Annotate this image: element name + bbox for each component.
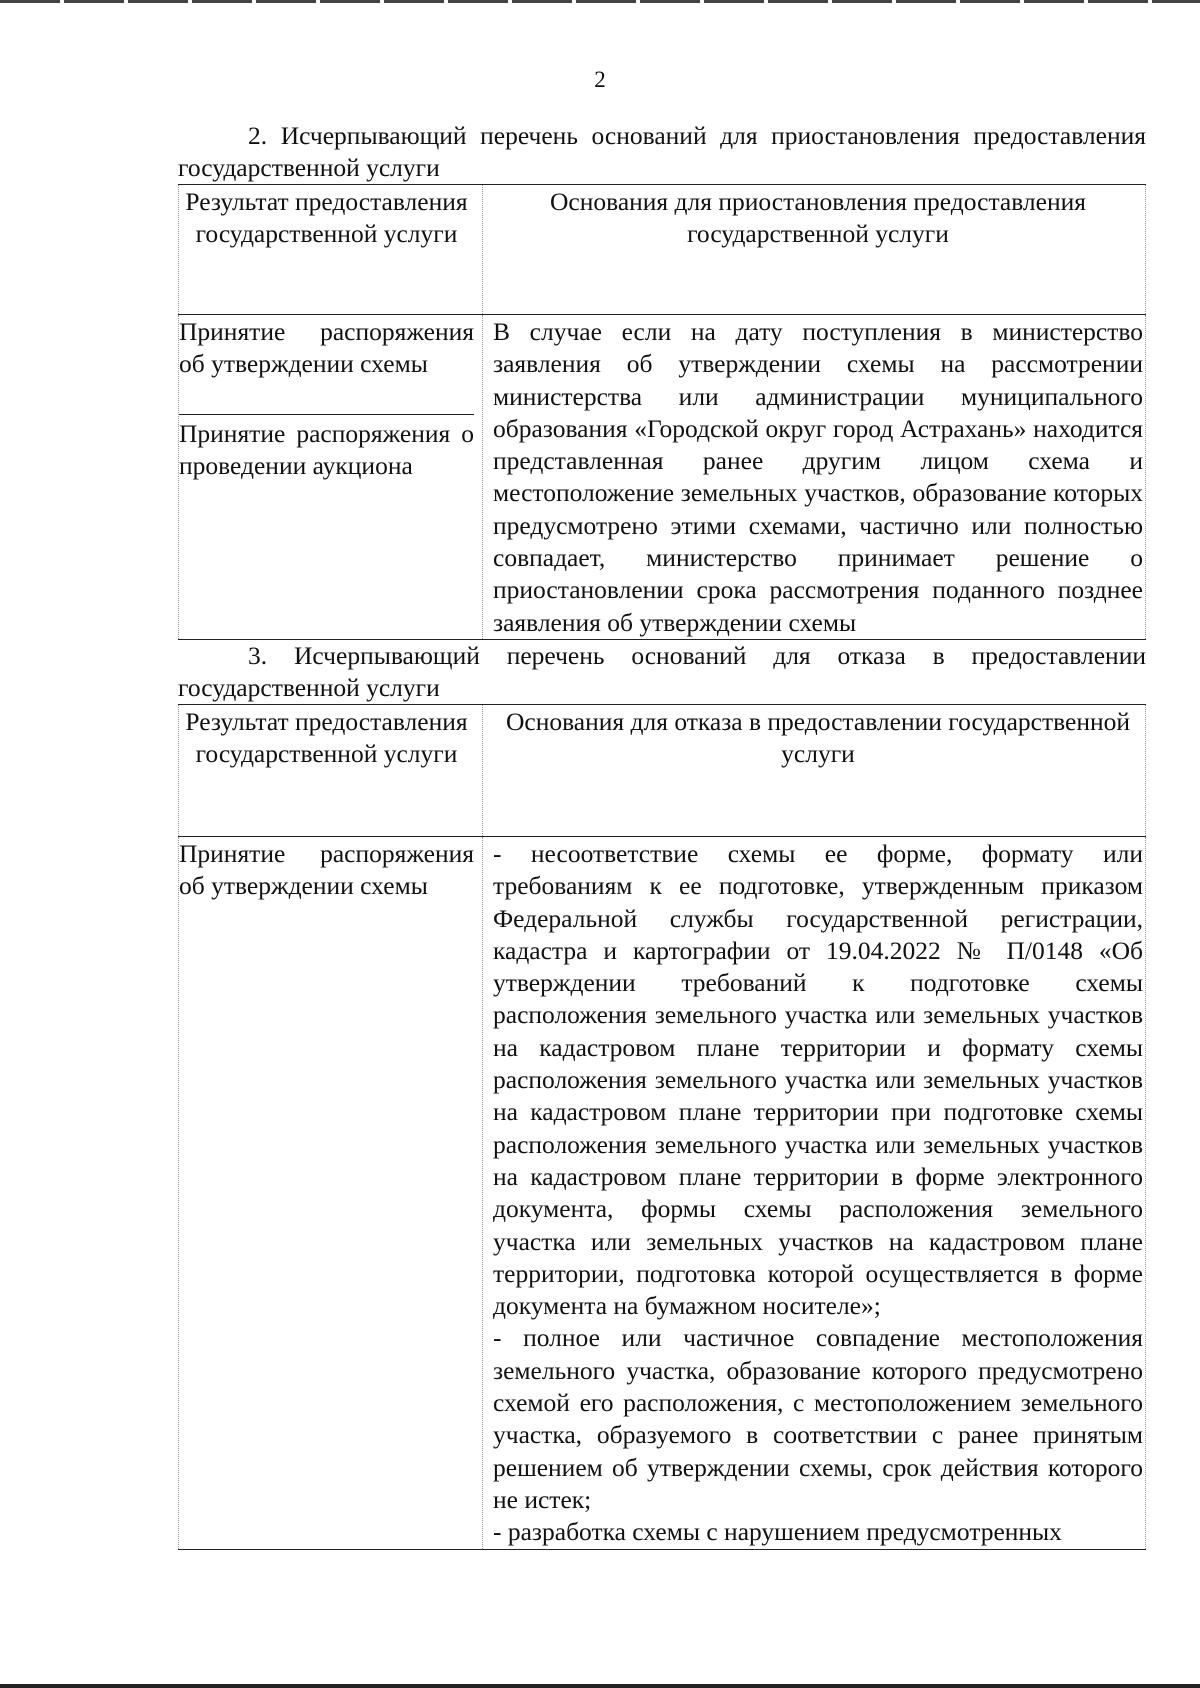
- section-2-heading: 2. Исчерпывающий перечень оснований для приостановления предоставления государственной услуги: [178, 121, 1146, 182]
- grounds-suspension: В случае если на дату поступления в министерство заявления об утверждении схемы на рассмотрении министерства или администрации муниципального образования «Городской округ город Астрахань» находится представленная ранее другим лицом схема и местоположение земельных участков, образование которых предусмотрено этими схемами, частично или полностью совпадает, министерство принимает решение о приостановлении срока рассмотрения поданного позднее заявления об утверждении схемы: [483, 315, 1146, 640]
- result-auction: Принятие распоряжения о проведении аукциона: [179, 414, 474, 483]
- scan-top-edge: [0, 0, 1200, 3]
- section-2: [178, 120, 1146, 640]
- result-approve-scheme: Принятие распоряжения об утверждении схемы: [179, 317, 474, 379]
- scan-bottom-edge: [0, 1684, 1200, 1688]
- refusal-item: - разработка схемы с нарушением предусмотренных: [493, 1517, 1062, 1547]
- section-3: [178, 640, 1146, 1550]
- result-approve-scheme: Принятие распоряжения об утверждении схемы: [179, 837, 483, 1550]
- section-3-heading: 3. Исчерпывающий перечень оснований для отказа в предоставлении государственной услуги: [178, 641, 1146, 702]
- table-row: [179, 837, 1146, 1550]
- section-3-table: [178, 704, 1146, 1550]
- header-result: Результат предоставления государственной услуги: [179, 185, 483, 315]
- refusal-item: - полное или частичное совпадение местоположения земельного участка, образование которого предусмотрено схемой его расположения, с местоположением земельного участка, образуемого в соответствии с ранее принятым решением об утверждении схемы, срок действия которого не истек;: [493, 1323, 1143, 1514]
- grounds-refusal: [483, 837, 1146, 1550]
- table-header-row: [179, 185, 1146, 315]
- header-grounds: Основания для приостановления предоставления государственной услуги: [483, 185, 1146, 315]
- refusal-item: - несоответствие схемы ее форме, формату или требованиям к ее подготовке, утвержденным приказом Федеральной службы государственной регистрации, кадастра и картографии от 19.04.2022 № П/0148 «Об утверждении требований к подготовке схемы расположения земельного участка или земельных участков на кадастровом плане территории и формату схемы расположения земельного участка или земельных участков на кадастровом плане территории при подготовке схемы расположения земельного участка или земельных участков на кадастровом плане территории в форме электронного документа, формы схемы расположения земельного участка или земельных участков на кадастровом плане территории, подготовка которой осуществляется в форме документа на бумажном носителе»;: [493, 839, 1143, 1321]
- header-grounds: Основания для отказа в предоставлении государственной услуги: [483, 705, 1146, 837]
- section-2-table: [178, 184, 1146, 640]
- result-cell: [179, 315, 483, 640]
- table-header-row: [179, 705, 1146, 837]
- table-row: [179, 315, 1146, 640]
- header-result: Результат предоставления государственной услуги: [179, 705, 483, 837]
- page-number: 2: [594, 67, 606, 92]
